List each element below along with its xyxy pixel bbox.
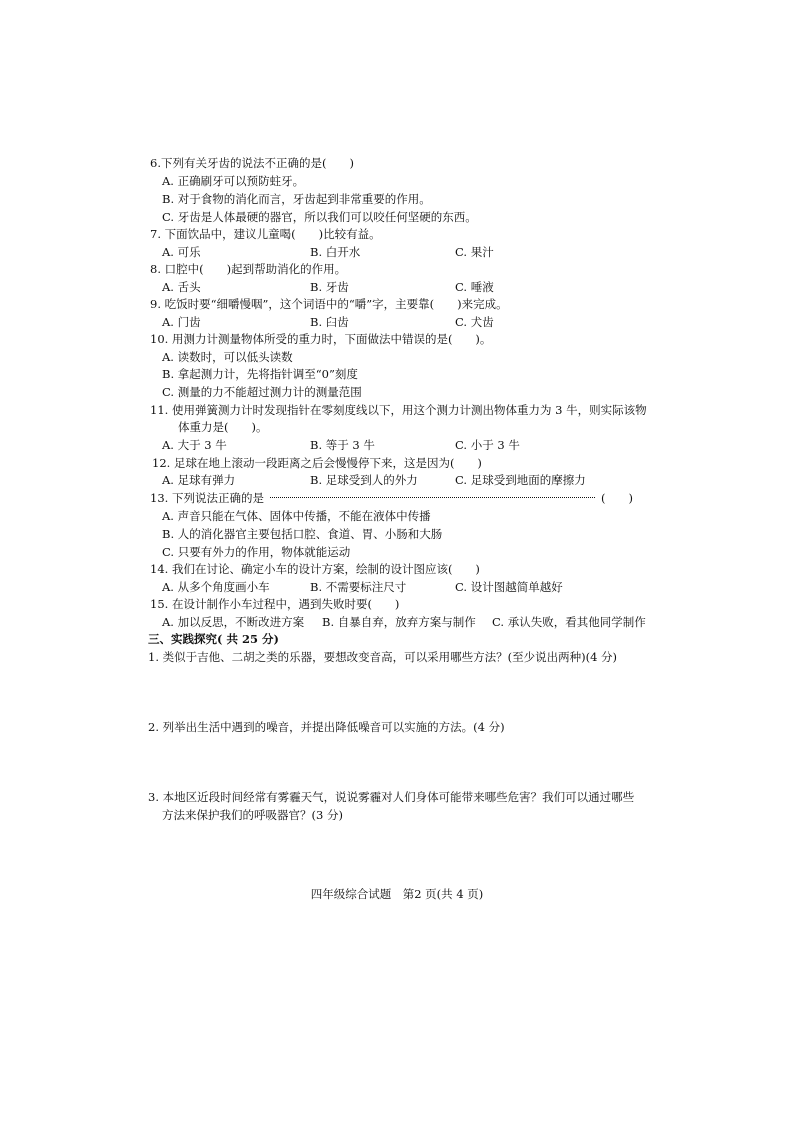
q13-stem-text: 13. 下列说法正确的是 [150,491,264,505]
q11-option-b: B. 等于 3 牛 [310,438,375,452]
q8-option-b: B. 牙齿 [310,280,349,294]
q7-option-b: B. 白开水 [310,245,361,259]
q12-option-c: C. 足球受到地面的摩擦力 [455,473,586,487]
q8-stem: 8. 口腔中( )起到帮助消化的作用。 [150,262,347,276]
section3-question-3-line2: 方法来保护我们的呼吸器官？(3 分) [162,808,343,822]
q12-option-a: A. 足球有弹力 [162,473,236,487]
q8-option-a: A. 舌头 [162,280,201,294]
section3-question-2: 2. 列举出生活中遇到的噪音，并提出降低噪音可以实施的方法。(4 分) [148,720,505,734]
q6-option-b: B. 对于食物的消化而言，牙齿起到非常重要的作用。 [162,192,431,206]
q14-option-a: A. 从多个角度画小车 [162,580,270,594]
section3-heading: 三、实践探究( 共 25 分) [148,632,279,646]
q12-option-b: B. 足球受到人的外力 [310,473,418,487]
q7-option-a: A. 可乐 [162,245,201,259]
q6-option-c: C. 牙齿是人体最硬的器官，所以我们可以咬任何坚硬的东西。 [162,210,477,224]
section3-question-1: 1. 类似于吉他、二胡之类的乐器，要想改变音高，可以采用哪些方法？(至少说出两种)(4 分) [148,650,618,664]
q15-option-b: B. 自暴自弃，放弃方案与制作 [322,615,476,629]
q13-answer-paren: ( ) [600,491,633,505]
q14-stem: 14. 我们在讨论、确定小车的设计方案，绘制的设计图应该( ) [150,562,480,576]
q12-stem: 12. 足球在地上滚动一段距离之后会慢慢停下来，这是因为( ) [152,456,482,470]
q13-option-a: A. 声音只能在气体、固体中传播，不能在液体中传播 [162,509,431,523]
section3-question-3-line1: 3. 本地区近段时间经常有雾霾天气，说说雾霾对人们身体可能带来哪些危害？我们可以通过哪些 [148,790,635,804]
q11-stem-line2: 体重力是( )。 [178,420,268,434]
q11-option-a: A. 大于 3 牛 [162,438,227,452]
q9-stem: 9. 吃饭时要“细嚼慢咽”，这个词语中的“嚼”字，主要靠( )来完成。 [150,297,508,311]
q9-option-a: A. 门齿 [162,315,201,329]
q6-stem: 6.下列有关牙齿的说法不正确的是( ) [150,156,354,170]
q15-stem: 15. 在设计制作小车过程中，遇到失败时要( ) [150,597,400,611]
q9-option-c: C. 犬齿 [455,315,494,329]
q10-option-a: A. 读数时，可以低头读数 [162,350,293,364]
q7-stem: 7. 下面饮品中，建议儿童喝( )比较有益。 [150,227,381,241]
page-footer: 四年级综合试题 第2 页(共 4 页) [310,887,484,901]
q7-option-c: C. 果汁 [455,245,494,259]
q9-option-b: B. 臼齿 [310,315,349,329]
q14-option-c: C. 设计图越简单越好 [455,580,563,594]
q14-option-b: B. 不需要标注尺寸 [310,580,407,594]
q10-option-b: B. 拿起测力计，先将指针调至“0”刻度 [162,367,358,381]
q15-option-c: C. 承认失败，看其他同学制作 [492,615,646,629]
q10-option-c: C. 测量的力不能超过测力计的测量范围 [162,385,362,399]
q13-option-c: C. 只要有外力的作用，物体就能运动 [162,545,351,559]
q11-stem-line1: 11. 使用弹簧测力计时发现指针在零刻度线以下，用这个测力计测出物体重力为 3 牛，则实际该物 [150,403,647,417]
q15-option-a: A. 加以反思，不断改进方案 [162,615,305,629]
q6-option-a: A. 正确刷牙可以预防蛀牙。 [162,174,305,188]
q13-dotted-leader [270,497,595,498]
q8-option-c: C. 唾液 [455,280,494,294]
q13-stem [150,491,633,506]
q10-stem: 10. 用测力计测量物体所受的重力时，下面做法中错误的是( )。 [150,332,492,346]
q13-option-b: B. 人的消化器官主要包括口腔、食道、胃、小肠和大肠 [162,527,443,541]
q11-option-c: C. 小于 3 牛 [455,438,520,452]
